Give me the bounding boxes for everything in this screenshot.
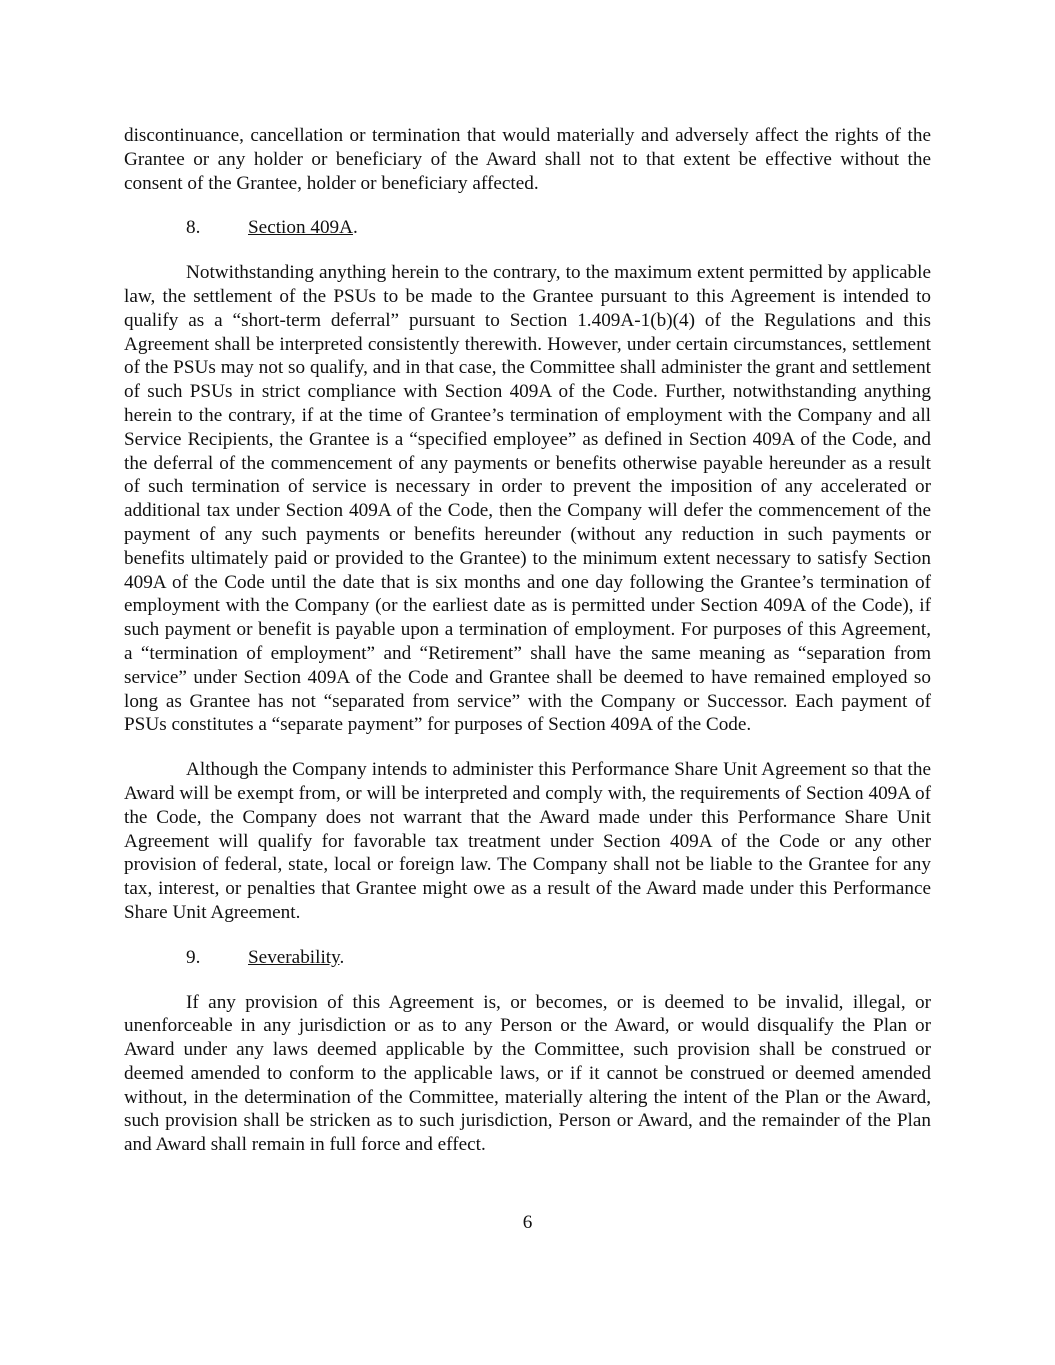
section-8-title: Section 409A xyxy=(248,217,353,239)
section-9-paragraph-1: If any provision of this Agreement is, or becomes, or is deemed to be invalid, illegal, or unenforceable in any jurisdiction or as to any Person or the Award, or would disqualify the Plan or Award under any laws deemed applicable by the Committee, such provision shall be construed or deemed amended to conform to the applicable laws, or if it cannot be construed or deemed amended without, in the determination of the Committee, materially altering the intent of the Plan or the Award, such provision shall be stricken as to such jurisdiction, Person or Award, and the remainder of the Plan and Award shall remain in full force and effect. xyxy=(124,991,931,1156)
section-8-number: 8. xyxy=(186,217,201,239)
intro-paragraph: discontinuance, cancellation or termination that would materially and adversely affect the rights of the Grantee or any holder or beneficiary of the Award shall not to that extent be effective without the consent of the Grantee, holder or beneficiary affected. xyxy=(124,125,931,194)
section-9-title-suffix: . xyxy=(339,946,345,968)
section-8-paragraph-1: Notwithstanding anything herein to the contrary, to the maximum extent permitted by applicable law, the settlement of the PSUs to be made to the Grantee pursuant to this Agreement is intended to qualify as a “short-term deferral” pursuant to Section 1.409A-1(b)(4) of the Regulations and this Agreement shall be interpreted consistently therewith. However, under certain circumstances, settlement of the PSUs may not so qualify, and in that case, the Committee shall administer the grant and settlement of such PSUs in strict compliance with Section 409A of the Code. Further, notwithstanding anything herein to the contrary, if at the time of Grantee’s termination of employment with the Company and all Service Recipients, the Grantee is a “specified employee” as defined in Section 409A of the Code, and the deferral of the commencement of any payments or benefits otherwise payable hereunder as a result of such termination of service is necessary in order to prevent the imposition of any accelerated or additional tax under Section 409A of the Code, then the Company will defer the commencement of the payment of any such payments or benefits hereunder (without any reduction in such payments or benefits ultimately paid or provided to the Grantee) to the minimum extent necessary to satisfy Section 409A of the Code until the date that is six months and one day following the Grantee’s termination of employment with the Company (or the earliest date as is permitted under Section 409A of the Code), if such payment or benefit is payable upon a termination of employment. For purposes of this Agreement, a “termination of employment” and “Retirement” shall have the same meaning as “separation from service” under Section 409A of the Code and Grantee shall be deemed to have remained employed so long as Grantee has not “separated from service” with the Company or Successor. Each payment of PSUs constitutes a “separate payment” for purposes of Section 409A of the Code. xyxy=(124,262,931,736)
document-page xyxy=(124,124,931,1178)
section-9-heading xyxy=(124,946,931,970)
section-8-paragraph-2: Although the Company intends to administer this Performance Share Unit Agreement so that the Award will be exempt from, or will be interpreted and comply with, the requirements of Section 409A of the Code, the Company does not warrant that the Award made under this Performance Share Unit Agreement will qualify for favorable tax treatment under Section 409A of the Code or any other provision of federal, state, local or foreign law. The Company shall not be liable to the Grantee for any tax, interest, or penalties that Grantee might owe as a result of the Award made under this Performance Share Unit Agreement. xyxy=(124,759,931,923)
page-number: 6 xyxy=(522,1212,533,1233)
section-9-title: Severability xyxy=(248,946,340,968)
section-9-number: 9. xyxy=(186,946,201,968)
section-8-heading xyxy=(124,216,931,240)
section-8-title-suffix: . xyxy=(353,217,358,239)
